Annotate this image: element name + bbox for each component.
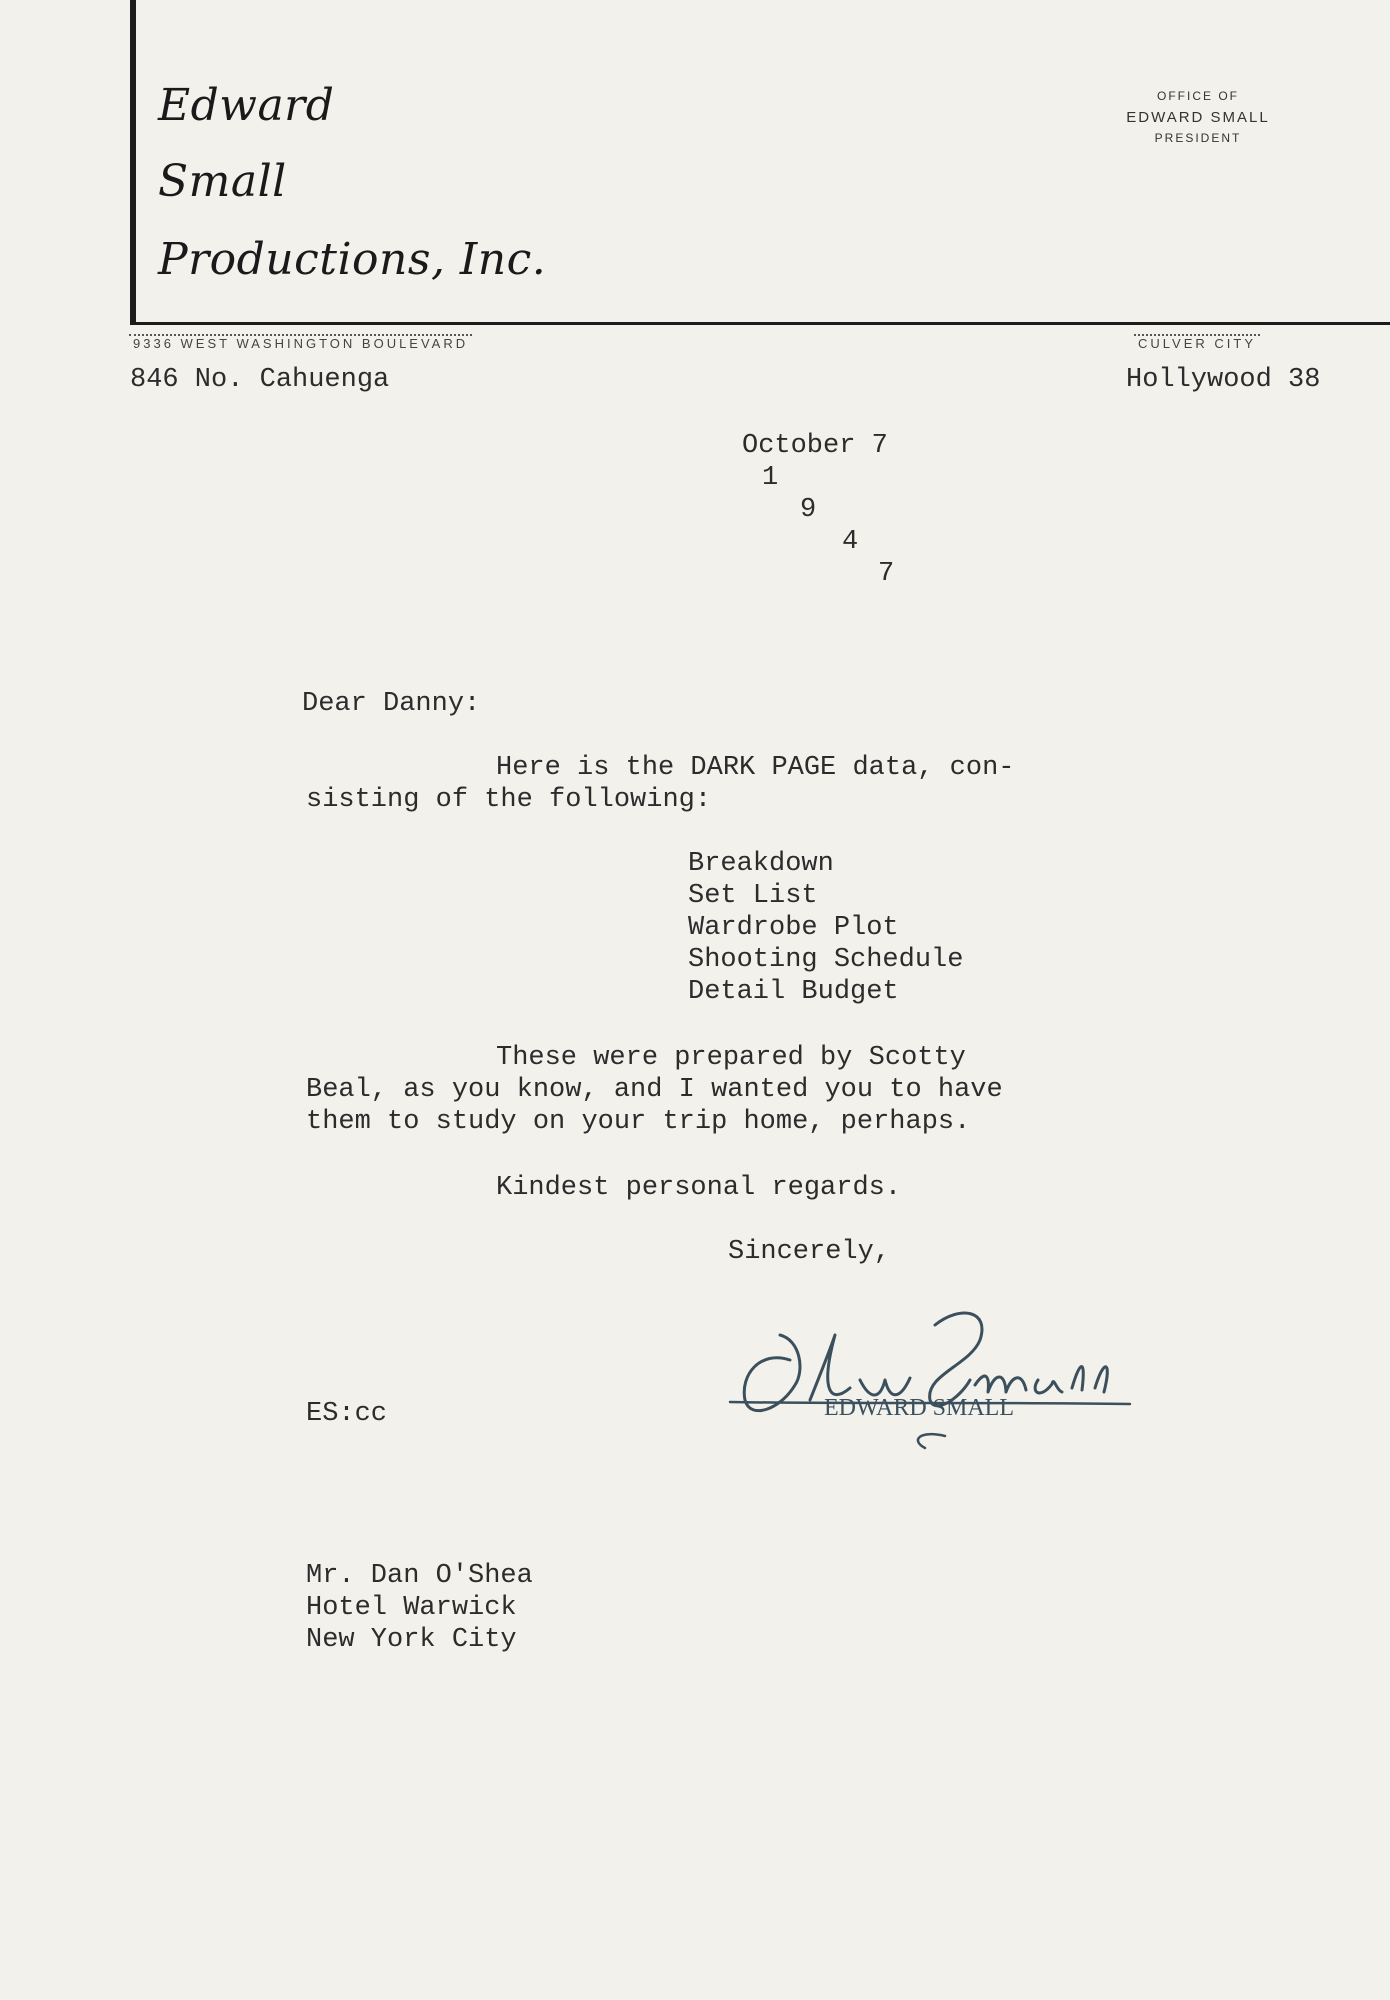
list-item: Shooting Schedule xyxy=(688,945,964,975)
paragraph-2-line-3: them to study on your trip home, perhaps. xyxy=(306,1107,971,1137)
old-city-struck xyxy=(1138,336,1256,351)
date-month-day: October 7 xyxy=(742,431,888,461)
office-block xyxy=(1068,86,1328,149)
new-city: Hollywood 38 xyxy=(1126,365,1321,395)
typed-signer-name: EDWARD SMALL xyxy=(824,1395,1014,1421)
company-name-line1: Edward xyxy=(158,80,335,131)
letterhead-horizontal-rule xyxy=(130,322,1390,325)
date-year-digit: 9 xyxy=(800,495,817,525)
paragraph-2-line-2: Beal, as you know, and I wanted you to have xyxy=(306,1075,1003,1105)
company-name-line2: Small xyxy=(158,156,287,207)
date-year-digit: 7 xyxy=(878,559,895,589)
company-name-line3: Productions, Inc. xyxy=(158,234,547,285)
letterhead-vertical-rule xyxy=(130,0,136,322)
closing-regards: Kindest personal regards. xyxy=(496,1173,902,1203)
recipient-name: Mr. Dan O'Shea xyxy=(306,1561,533,1591)
recipient-city: New York City xyxy=(306,1625,517,1655)
paragraph-1-line-1: Here is the DARK PAGE data, con- xyxy=(496,753,1015,783)
list-item: Set List xyxy=(688,881,818,911)
date-year-digit: 4 xyxy=(842,527,859,557)
list-item: Breakdown xyxy=(688,849,834,879)
salutation: Dear Danny: xyxy=(302,689,481,719)
handwritten-signature xyxy=(720,1280,1140,1480)
list-item: Detail Budget xyxy=(688,977,899,1007)
list-item: Wardrobe Plot xyxy=(688,913,899,943)
paragraph-2-line-1: These were prepared by Scotty xyxy=(496,1043,966,1073)
old-city-text: CULVER CITY xyxy=(1138,336,1256,351)
old-address-struck xyxy=(133,336,468,351)
office-line-3: PRESIDENT xyxy=(1154,131,1242,145)
signoff: Sincerely, xyxy=(728,1237,891,1267)
reference-initials: ES:cc xyxy=(306,1399,388,1429)
paragraph-1-line-2: sisting of the following: xyxy=(306,785,712,815)
strikeout-mark xyxy=(129,334,472,356)
recipient-hotel: Hotel Warwick xyxy=(306,1593,517,1623)
strikeout-mark xyxy=(1134,334,1260,356)
date-year-digit: 1 xyxy=(762,463,779,493)
office-line-2: EDWARD SMALL xyxy=(1126,109,1270,126)
new-address: 846 No. Cahuenga xyxy=(130,365,390,395)
office-line-1: OFFICE OF xyxy=(1157,89,1239,103)
old-address-text: 9336 WEST WASHINGTON BOULEVARD xyxy=(133,336,469,351)
